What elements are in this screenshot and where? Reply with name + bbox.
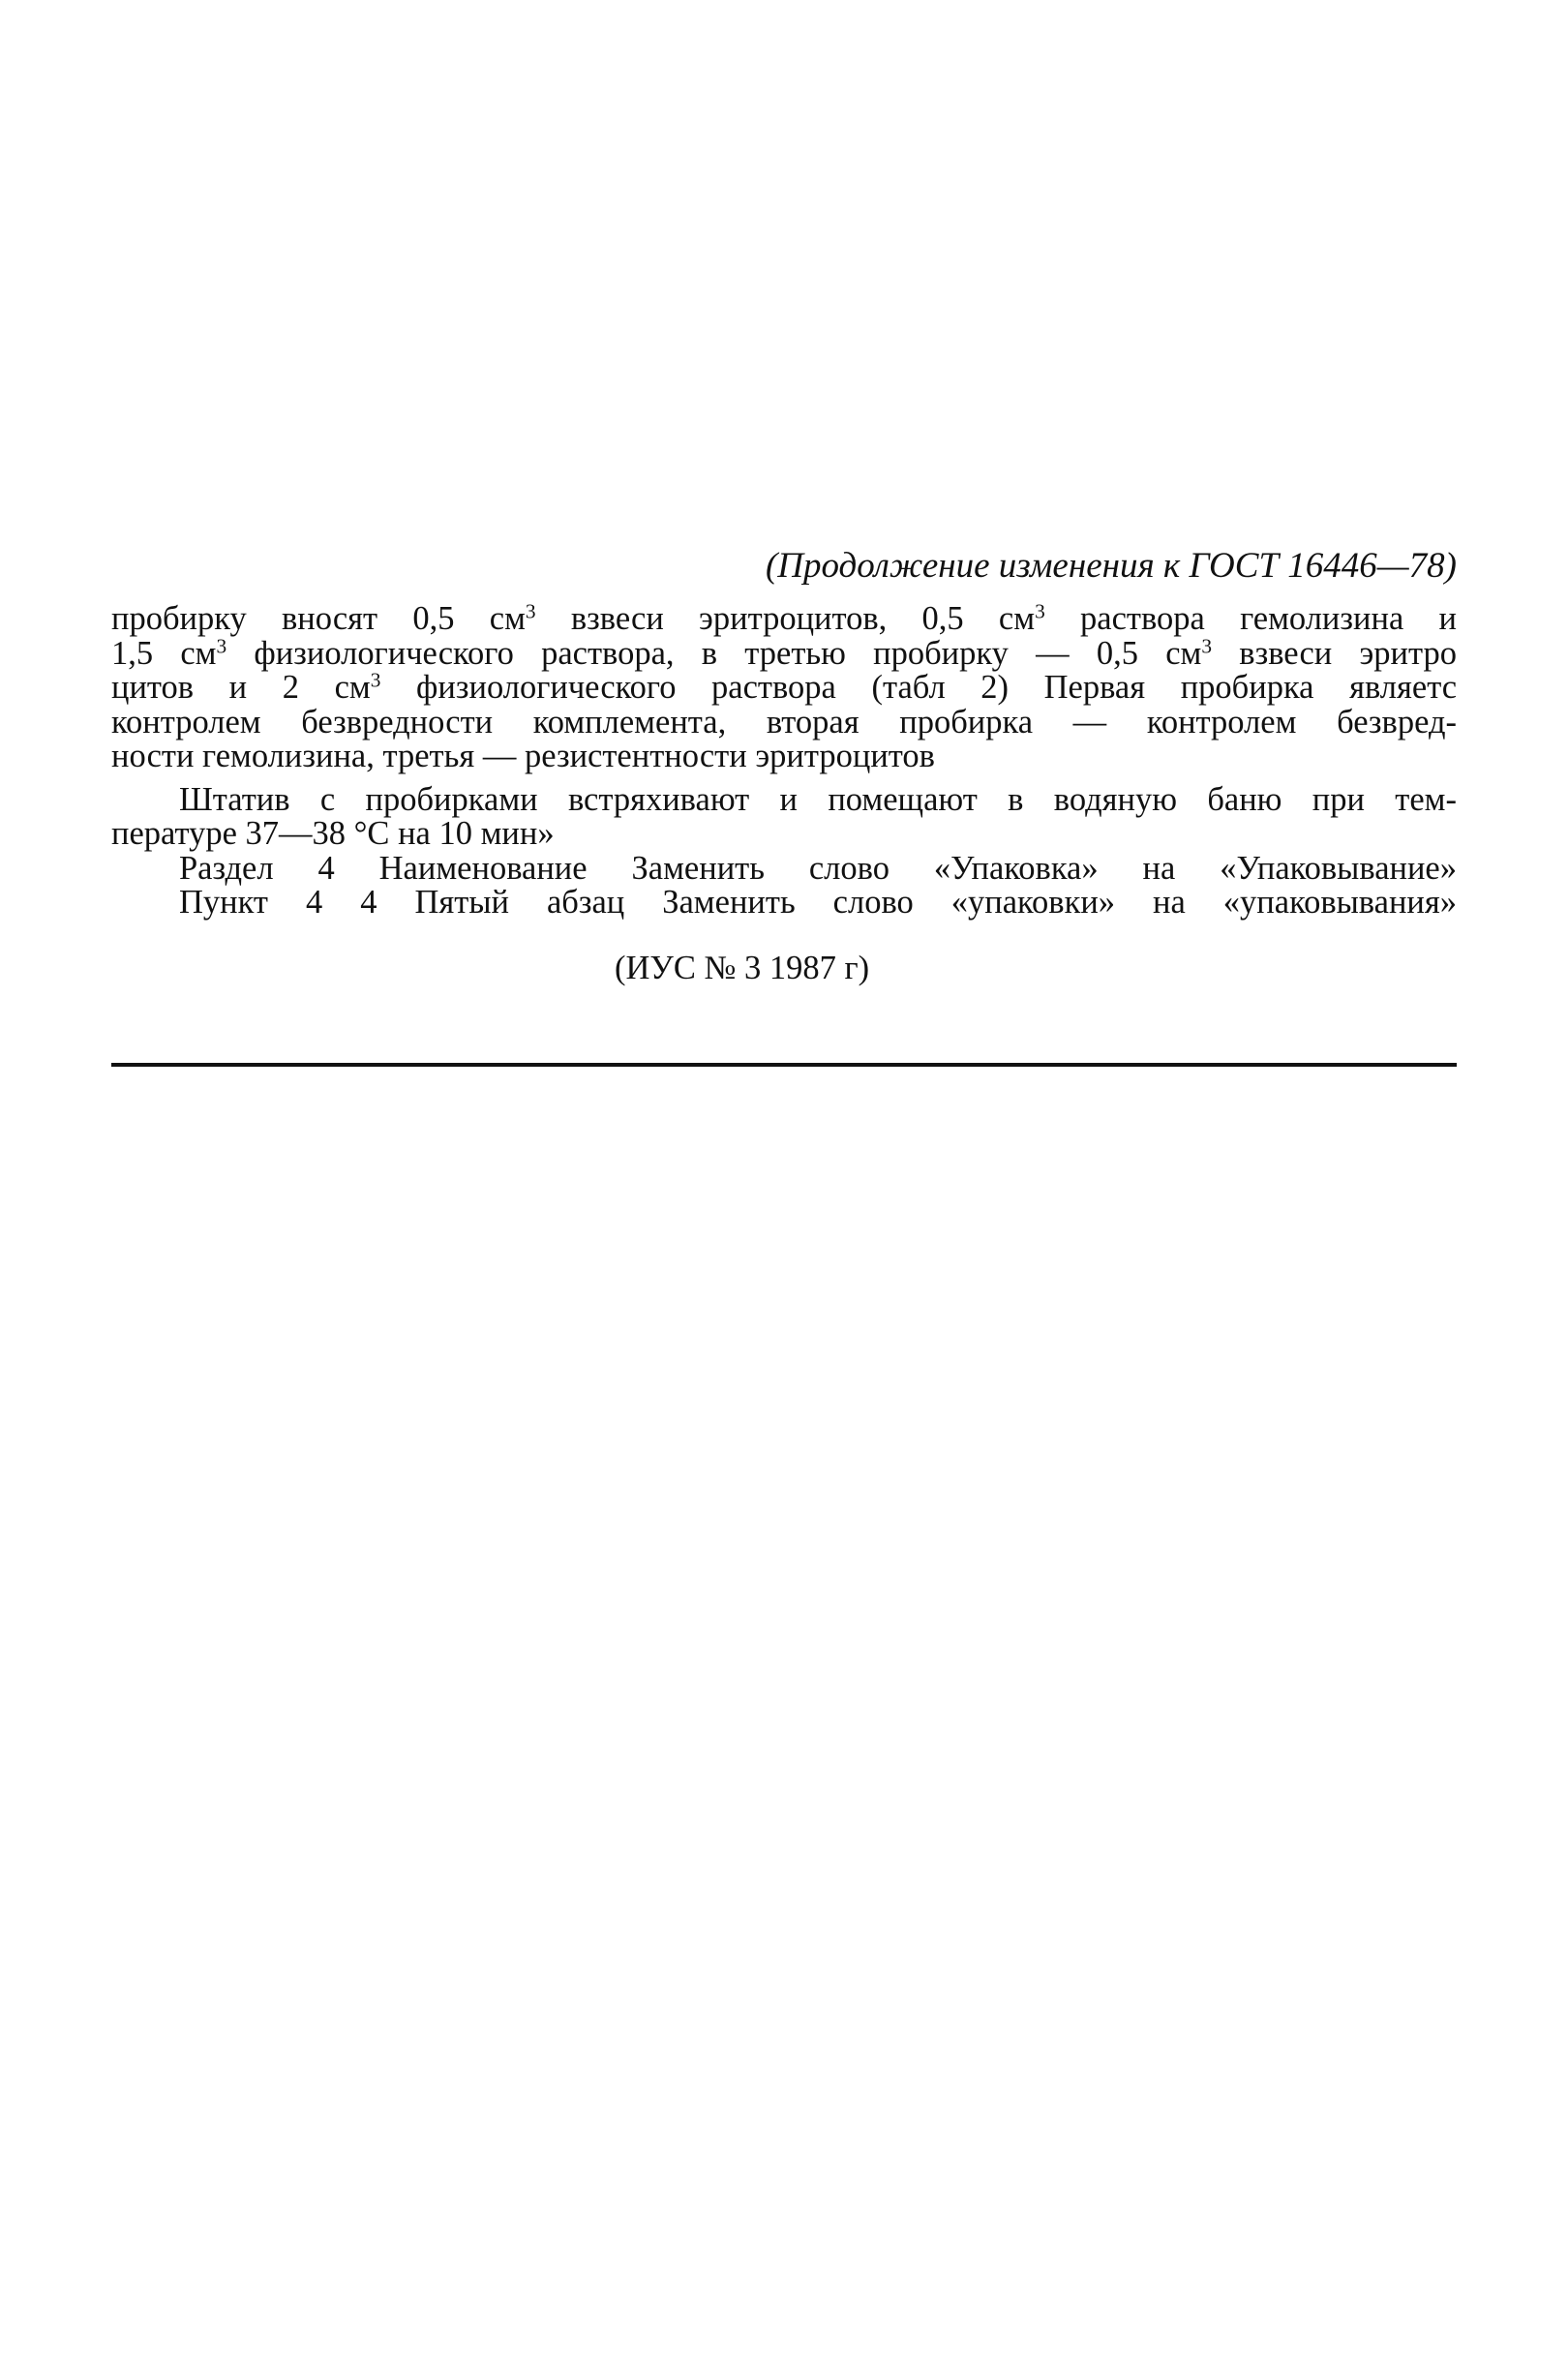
paragraph-2-line-1: Штатив с пробирками встряхивают и помещают в водяную баню при тем- (179, 780, 1457, 818)
paragraph-3-line-1: Раздел 4 Наименование Заменить слово «Упаковка» на «Упаковывание» (179, 849, 1457, 887)
paragraph-1-line-5: ности гемолизина, третья — резистентности эритроцитов (111, 738, 935, 774)
paragraph-4-line-1: Пункт 4 4 Пятый абзац Заменить слово «упаковки» на «упаковывания» (179, 884, 1457, 921)
paragraph-1-line-4: контролем безвредности комплемента, вторая пробирка — контролем безвред- (111, 703, 1457, 741)
source-reference-text: (ИУС № 3 1987 г) (615, 950, 870, 986)
document-body (111, 599, 1458, 921)
horizontal-rule (111, 1063, 1457, 1067)
paragraph-1-line-3: цитов и 2 $см^3$ физиологического раствора (табл 2) Первая пробирка являетс (111, 668, 1458, 706)
paragraph-1-line-1: пробирку вносят 0,5 $см^3$ взвеси эритроцитов, 0,5 $см^3$ раствора гемолизина и (111, 599, 1457, 637)
paragraph-2-line-2: пературе 37—38 °С на 10 мин» (111, 815, 555, 852)
paragraph-1-line-2: 1,5 $см^3$ физиологического раствора, в третью пробирку — 0,5 $см^3$ взвеси эритро (111, 633, 1457, 672)
continuation-header: (Продолжение изменения к ГОСТ 16446—78) (765, 546, 1457, 586)
